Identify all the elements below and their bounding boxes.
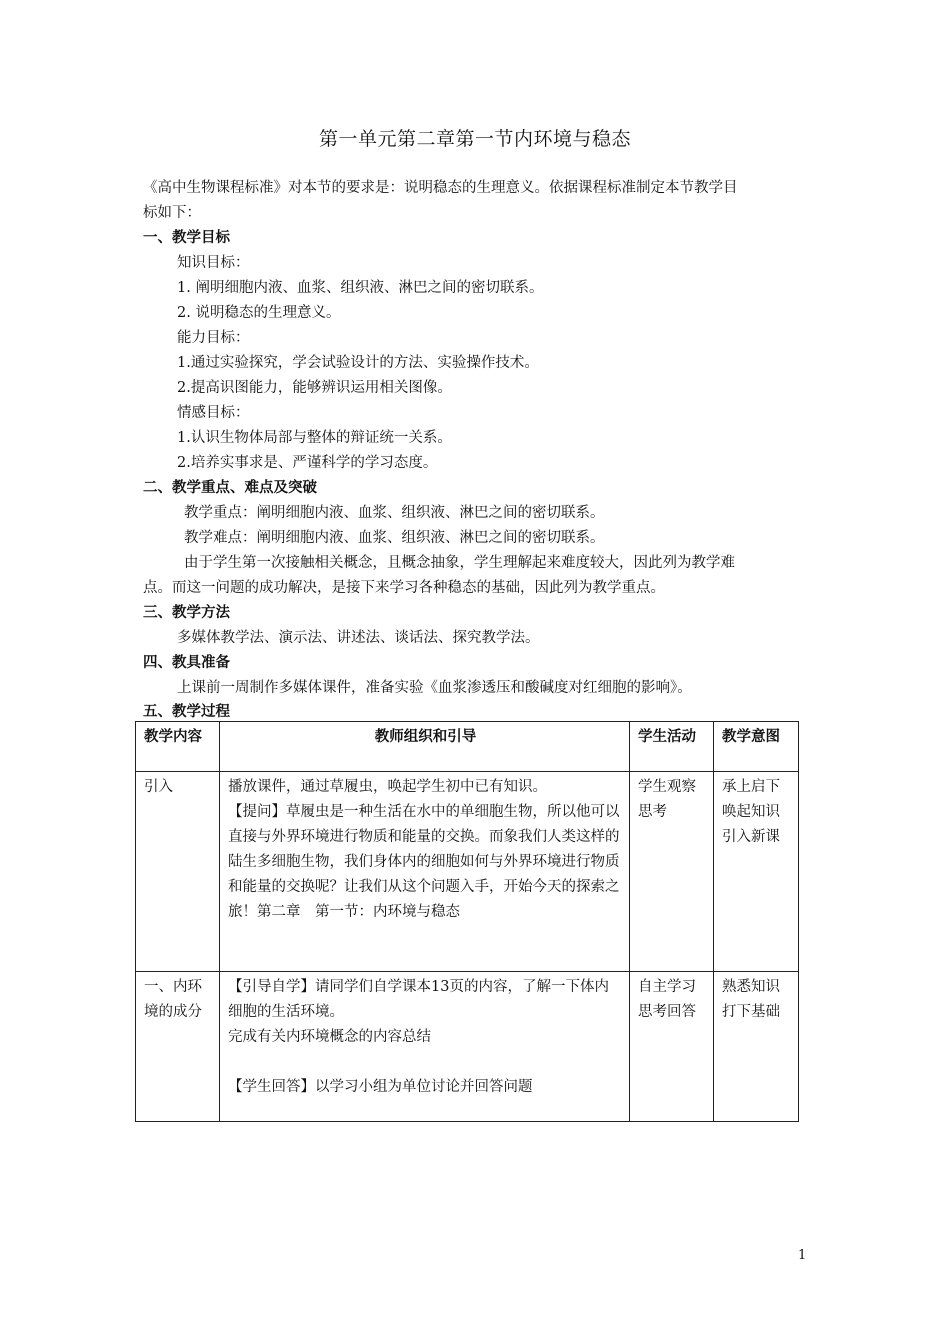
ability-goal-2: 2.提高识图能力，能够辨识运用相关图像。 [177, 380, 452, 396]
table-header-row [136, 722, 799, 772]
teaching-difficult-point: 教学难点：阐明细胞内液、血浆、组织液、淋巴之间的密切联系。 [184, 530, 605, 546]
teaching-process-table [135, 721, 799, 1122]
page-number: 1 [798, 1248, 807, 1263]
reason-line-1: 由于学生第一次接触相关概念，且概念抽象，学生理解起来难度较大，因此列为教学难 [184, 555, 735, 571]
header-intent: 教学意图 [714, 722, 799, 772]
row-2-intent: 熟悉知识 打下基础 [714, 972, 799, 1122]
header-student: 学生活动 [630, 722, 714, 772]
row-1-content: 引入 [136, 772, 220, 972]
knowledge-goal-2: 2. 说明稳态的生理意义。 [177, 305, 341, 321]
section-1-heading: 一、教学目标 [143, 230, 230, 246]
table-row [136, 972, 799, 1122]
header-content: 教学内容 [136, 722, 220, 772]
table-row [136, 772, 799, 972]
emotion-goal-2: 2.培养实事求是、严谨科学的学习态度。 [177, 455, 438, 471]
teaching-key-point: 教学重点：阐明细胞内液、血浆、组织液、淋巴之间的密切联系。 [184, 505, 605, 521]
section-3-heading: 三、教学方法 [143, 605, 230, 621]
row-2-teacher: 【引导自学】请同学们自学课本13页的内容，了解一下体内细胞的生活环境。 完成有关内环境概念的内容总结 【学生回答】以学习小组为单位讨论并回答问题 [220, 972, 630, 1122]
intro-line-1: 《高中生物课程标准》对本节的要求是：说明稳态的生理意义。依据课程标准制定本节教学目 [143, 180, 738, 196]
section-5-heading: 五、教学过程 [143, 704, 230, 720]
knowledge-goal-label: 知识目标： [177, 255, 250, 271]
section-4-heading: 四、教具准备 [143, 655, 230, 671]
section-2-heading: 二、教学重点、难点及突破 [143, 480, 317, 496]
emotion-goal-label: 情感目标： [177, 405, 250, 421]
knowledge-goal-1: 1. 阐明细胞内液、血浆、组织液、淋巴之间的密切联系。 [177, 280, 544, 296]
emotion-goal-1: 1.认识生物体局部与整体的辩证统一关系。 [177, 430, 452, 446]
document-title: 第一单元第二章第一节内环境与稳态 [318, 128, 631, 150]
equipment-preparation: 上课前一周制作多媒体课件，准备实验《血浆渗透压和酸碱度对红细胞的影响》。 [177, 680, 692, 696]
row-1-student: 学生观察思考 [630, 772, 714, 972]
row-1-teacher: 播放课件，通过草履虫，唤起学生初中已有知识。 【提问】草履虫是一种生活在水中的单细胞生物，所以他可以直接与外界环境进行物质和能量的交换。而象我们人类这样的陆生多细胞生物，我们身体内的细胞如何与外界环境进行物质和能量的交换呢？让我们从这个问题入手，开始今天的探索之旅！第二章 第一节：内环境与稳态 [220, 772, 630, 972]
header-teacher: 教师组织和引导 [220, 722, 630, 772]
row-2-content: 一、内环境的成分 [136, 972, 220, 1122]
intro-line-2: 标如下： [143, 205, 201, 221]
ability-goal-label: 能力目标： [177, 330, 250, 346]
reason-line-2: 点。而这一问题的成功解决，是接下来学习各种稳态的基础，因此列为教学重点。 [143, 580, 665, 596]
teaching-methods: 多媒体教学法、演示法、讲述法、谈话法、探究教学法。 [177, 630, 540, 646]
row-2-student: 自主学习思考回答 [630, 972, 714, 1122]
ability-goal-1: 1.通过实验探究，学会试验设计的方法、实验操作技术。 [177, 355, 539, 371]
row-1-intent: 承上启下 唤起知识 引入新课 [714, 772, 799, 972]
